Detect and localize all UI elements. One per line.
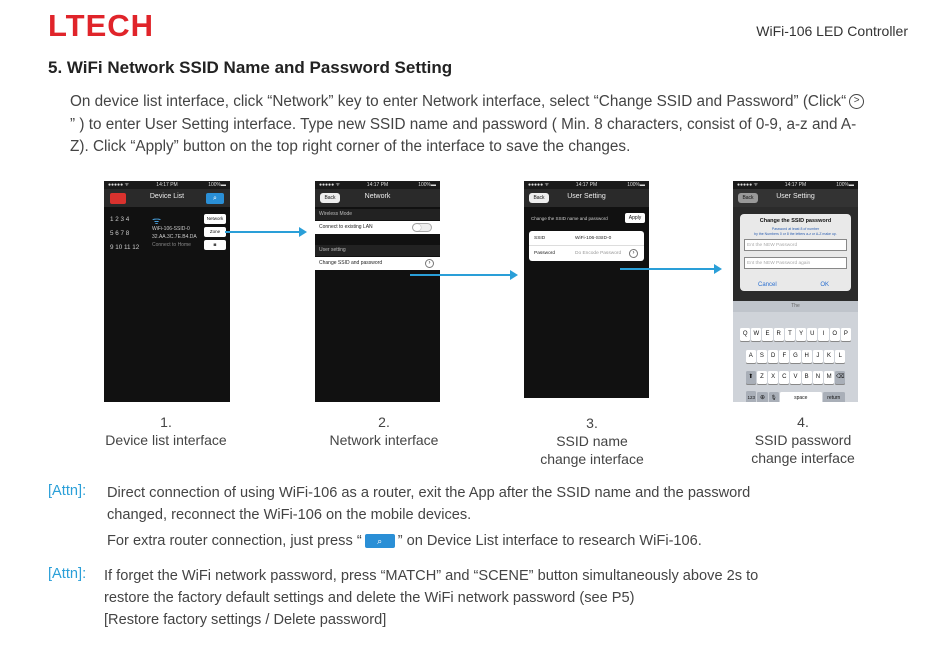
key[interactable]: X [768,371,778,384]
caption-number: 4. [797,414,809,430]
delete-icon[interactable]: ⌫ [835,371,845,384]
key[interactable]: K [824,350,834,363]
dialog-sub-line: Password at least 8 of number [771,227,820,231]
ssid-form [529,231,644,261]
attention-note-2 [104,565,914,631]
camera-button[interactable]: ◙ [204,240,226,250]
caption-text: Network interface [329,432,439,448]
zone-row[interactable]: 1 2 3 4 [110,216,130,223]
key[interactable]: J [813,350,823,363]
ssid-hint: Change the SSID name and password [531,216,608,221]
key[interactable]: W [751,328,761,341]
caption-text: change interface [540,451,644,467]
zone-grid[interactable] [110,213,139,255]
flow-arrow [225,231,305,233]
password-input[interactable]: Do Encode Password [575,251,622,256]
user-setting-label: User setting [315,245,440,256]
key[interactable]: T [785,328,795,341]
cancel-button[interactable]: Cancel [758,282,777,288]
microphone-icon[interactable]: 🎙 [769,392,779,402]
network-button[interactable]: Network [204,214,226,224]
navbar [733,189,858,207]
section-heading: 5. WiFi Network SSID Name and Password Setting [48,58,453,77]
search-icon: ⌕ [365,534,395,548]
caption-4 [733,413,873,467]
caption-text: change interface [751,450,855,466]
caption-text: SSID password [754,432,852,448]
intro-paragraph [70,91,870,159]
space-key[interactable]: space [780,392,822,402]
key[interactable]: S [757,350,767,363]
dialog-title: Change the SSID password [759,218,832,224]
navbar [104,189,230,207]
nav-title: Network [364,193,391,200]
keyboard-row-4 [733,386,858,402]
battery-indicator: 100%▬ [208,182,226,188]
key[interactable]: G [790,350,800,363]
caption-2 [315,413,453,449]
note-line [107,530,907,552]
attention-label: [Attn]: [48,566,87,582]
globe-icon[interactable]: ⊕ [757,392,767,402]
key[interactable]: H [802,350,812,363]
key[interactable]: U [807,328,817,341]
note-line: Direct connection of using WiFi-106 as a router, exit the App after the SSID name and the password [107,485,751,501]
key[interactable]: I [818,328,828,341]
search-button[interactable]: ⌕ [206,193,224,204]
shift-icon[interactable]: ⬆ [746,371,756,384]
battery-indicator: 100%▬ [418,182,436,188]
battery-indicator: 100%▬ [836,182,854,188]
device-name: WiFi-106-SSID-0 [152,226,190,232]
note-line: [Restore factory settings / Delete password] [104,612,387,628]
key[interactable]: C [779,371,789,384]
note-line: restore the factory default settings and delete the WiFi network password (see P5) [104,590,635,606]
caption-number: 1. [160,414,172,430]
status-bar [315,181,440,189]
device-mac: 32.AA.3C.7E.B4.DA [152,234,197,240]
key[interactable]: E [762,328,772,341]
ltech-logo: LTECH [48,8,155,43]
ssid-label: SSID [534,236,546,241]
back-button[interactable]: Back [529,193,549,203]
intro-text-1: On device list interface, click “Network” key to enter Network interface, select “Change SSID and Password” (Click“ [70,93,847,110]
dialog-sub-line: by the Numbers 0 or 8 the letters a-z or A-Z make up. [754,231,837,236]
key[interactable]: B [802,371,812,384]
document-title: WiFi-106 LED Controller [756,23,908,39]
change-password-dialog [740,214,851,291]
apply-button[interactable]: Apply [625,213,645,223]
key[interactable]: O [830,328,840,341]
key[interactable]: M [824,371,834,384]
attention-label: [Attn]: [48,483,87,499]
note-line: changed, reconnect the WiFi-106 on the mobile devices. [107,507,472,523]
key[interactable]: D [768,350,778,363]
carrier-signal: ●●●●● ᯤ [528,182,550,188]
key[interactable]: Y [796,328,806,341]
keyboard-row-3 [733,365,858,384]
numbers-key[interactable]: 123 [746,391,756,402]
key[interactable]: N [813,371,823,384]
new-password-field[interactable]: Ent the NEW Password [744,239,847,251]
change-ssid-label: Change SSID and password [319,260,383,266]
connect-lan-toggle[interactable] [412,223,432,232]
zone-row[interactable]: 9 10 11 12 [110,244,140,251]
connect-lan-row[interactable] [315,221,440,234]
chevron-right-icon: › [425,259,434,268]
change-ssid-row[interactable] [315,257,440,270]
back-button[interactable]: Back [738,193,758,203]
keyboard-row-2 [733,344,858,363]
user-setting-screenshot [524,181,649,398]
keyboard [733,301,858,402]
caption-text: SSID name [556,433,628,449]
status-time: 14:17 PM [156,182,178,188]
nav-title: User Setting [567,193,606,200]
password-label: Password [534,251,556,256]
device-info[interactable] [152,225,197,249]
carrier-signal: ●●●●● ᯤ [737,182,759,188]
key[interactable]: V [790,371,800,384]
keyboard-suggestion[interactable]: The [733,301,858,312]
zone-row[interactable]: 5 6 7 8 [110,230,130,237]
key[interactable]: Z [757,371,767,384]
status-bar [733,181,858,189]
keyboard-row-1 [733,322,858,341]
key[interactable]: F [779,350,789,363]
chevron-right-icon[interactable]: › [629,249,638,258]
key[interactable]: L [835,350,845,363]
caption-1 [95,413,237,449]
back-button[interactable]: Back [320,193,340,203]
ssid-row[interactable] [529,231,644,246]
attention-note-1 [107,482,907,552]
dialog-subtitle [740,227,851,236]
flow-arrow [410,274,516,276]
flow-arrow [620,268,720,270]
key[interactable]: P [841,328,851,341]
return-key[interactable]: return [823,392,845,402]
ok-button[interactable]: OK [820,282,829,288]
nav-title: Device List [149,193,185,200]
carrier-signal: ●●●●● ᯤ [108,182,130,188]
navbar [524,189,649,207]
caption-number: 2. [378,414,390,430]
zone-button[interactable]: Zone [204,227,226,237]
status-time: 14:17 PM [366,182,389,188]
note-line: If forget the WiFi network password, press “MATCH” and “SCENE” button simultaneously above 2s to [104,568,759,584]
wifi-icon: ᯤ [152,216,162,227]
note-text: For extra router connection, just press “ [107,533,362,549]
device-status: Connect to Home [152,242,191,248]
note-text: ” on Device List interface to research WiFi-106. [397,533,702,549]
chevron-right-circle-icon: > [849,94,864,109]
navbar [315,189,440,207]
caption-3 [522,414,662,468]
status-bar [524,181,649,189]
carrier-signal: ●●●●● ᯤ [319,182,341,188]
ssid-input[interactable]: WiFi-106-SSID-0 [575,236,612,241]
device-list-screenshot [104,181,230,402]
connect-lan-label: Connect to existing LAN [319,224,373,230]
password-row[interactable] [529,246,644,261]
intro-text-2: ” ) to enter User Setting interface. Type new SSID name and password ( Min. 8 characters, consist of 0-9, a-z and A-Z). Click “Apply” button on the top right corner of the interface to save the changes. [70,115,857,156]
key[interactable]: R [774,328,784,341]
network-screenshot [315,181,440,402]
status-time: 14:17 PM [784,182,807,188]
key[interactable]: Q [740,328,750,341]
battery-indicator: 100%▬ [627,182,645,188]
ssid-password-screenshot [733,181,858,402]
key[interactable]: A [746,350,756,363]
confirm-password-field[interactable]: Ent the NEW Password again [744,257,847,269]
wireless-mode-label: Wireless Mode [315,209,440,220]
nav-title: User Setting [776,193,815,200]
caption-text: Device list interface [105,432,227,448]
status-time: 14:17 PM [575,182,598,188]
caption-number: 3. [586,415,598,431]
status-bar [104,181,230,189]
